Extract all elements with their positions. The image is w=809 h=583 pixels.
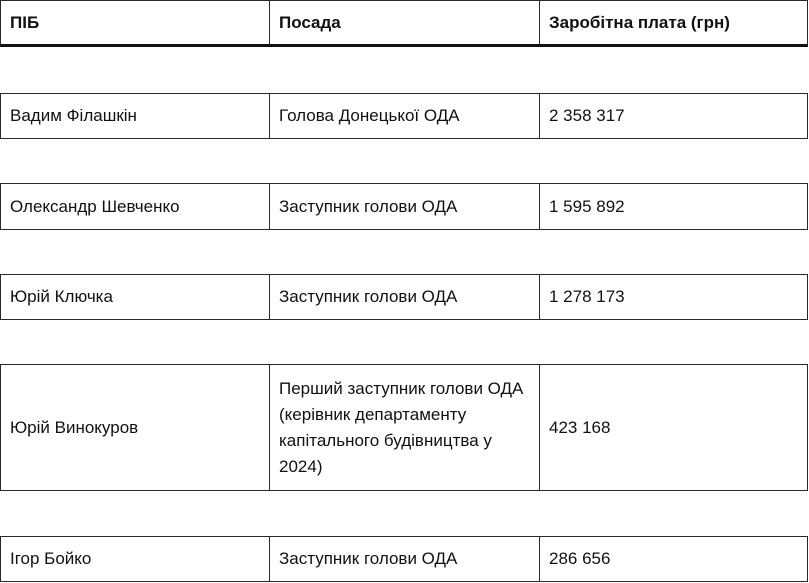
row-salary: 423 168 xyxy=(549,417,611,437)
row-name: Вадим Філашкін xyxy=(1,94,270,138)
row-position: Голова Донецької ОДА xyxy=(270,94,540,138)
table-row xyxy=(0,364,808,491)
table-header xyxy=(0,0,808,47)
table-row xyxy=(0,93,808,139)
row-salary: 1 278 173 xyxy=(549,287,625,306)
row-salary: 1 595 892 xyxy=(549,196,625,216)
row-position: Заступник голови ОДА xyxy=(270,537,540,581)
header-name: ПІБ xyxy=(1,1,270,44)
table-row xyxy=(0,274,808,320)
row-name: Юрій Ключка xyxy=(1,275,270,319)
row-name: Ігор Бойко xyxy=(1,537,270,581)
header-salary: Заробітна плата (грн) xyxy=(549,13,730,32)
row-salary: 286 656 xyxy=(549,549,611,568)
row-position: Перший заступник голови ОДА (керівник департаменту капітального будівництва у 2024) xyxy=(270,365,540,490)
table-row xyxy=(0,183,808,230)
header-position: Посада xyxy=(270,1,540,44)
row-position: Заступник голови ОДА xyxy=(270,184,540,229)
row-position: Заступник голови ОДА xyxy=(270,275,540,319)
row-name: Олександр Шевченко xyxy=(1,184,270,229)
row-salary: 2 358 317 xyxy=(549,106,625,125)
table-row xyxy=(0,536,808,582)
row-name: Юрій Винокуров xyxy=(1,365,270,490)
